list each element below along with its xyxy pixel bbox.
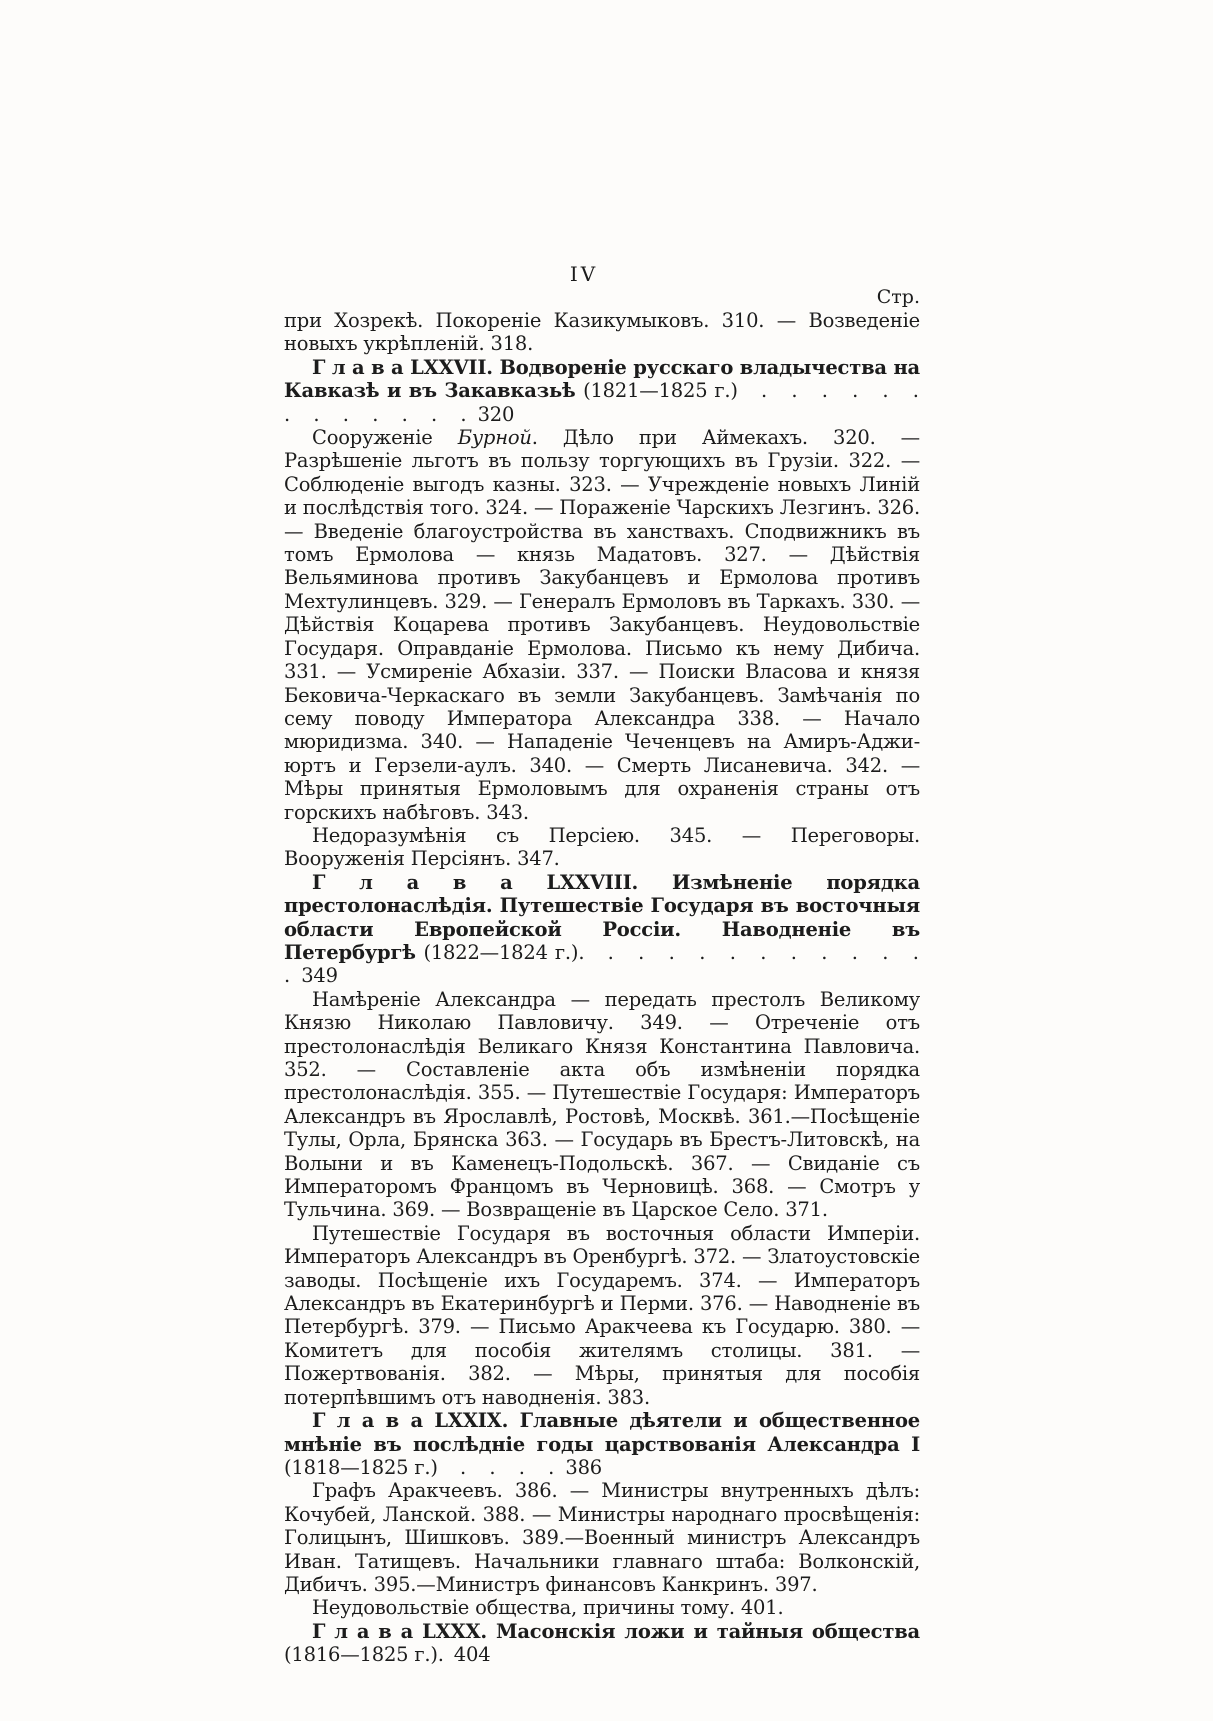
toc-text-run: Намѣреніе Александра — передать престолъ Великому Князю Николаю Павловичу. 349. — Отреченіе отъ престолонаслѣдія Великаго Князя Константина Павловича. 352. — Составленіе акта объ измѣненіи порядка престолонаслѣдія. 355. — Путешествіе Государя: Императоръ Александръ въ Ярославлѣ, Ростовѣ, Москвѣ. 361.—Посѣщеніе Тулы, Орла, Брянска 363. — Государь въ Брестъ-Литовскѣ, на Волыни и въ Каменецъ-Подольскѣ. 367. — Свиданіе съ Императоромъ Францомъ въ Черновицѣ. 368. — Смотръ у Тульчина. 369. — Возвращеніе въ Царское Село. 371. (284, 987, 920, 1222)
toc-text-run: Г л а в а LXXVIII. Измѣненіе порядка престолонаслѣдія. Путешествіе Государя въ восточныя области Европейской Россіи. Наводненіе въ Петербургѣ (284, 870, 920, 964)
toc-text-run: Г л а в а LXXVII. Водвореніе русскаго владычества на Кавказѣ и въ Закавказьѣ (284, 355, 920, 403)
toc-paragraph (284, 426, 920, 824)
page-number: 320 (477, 402, 515, 426)
toc-text-run: Г л а в а LXXX. Масонскія ложи и тайныя общества (312, 1619, 920, 1643)
toc-text-run: (1822—1824 г.). (423, 940, 585, 964)
toc-text-run: Сооруженіе (312, 426, 458, 450)
toc-text-run: Неудовольствіе общества, причины тому. 401. (312, 1596, 784, 1620)
page-number: 386 (565, 1455, 602, 1479)
toc-paragraph (284, 309, 920, 356)
toc-text-run: Недоразумѣнія съ Персіею. 345. — Переговоры. Вооруженія Персіянъ. 347. (284, 823, 920, 871)
page-number: 404 (453, 1643, 491, 1667)
toc-text-run: (1821—1825 г.) (583, 379, 738, 403)
folio-page-number: IV (569, 262, 599, 286)
toc-chapter-entry (284, 871, 920, 988)
toc-text-run: Бурной (457, 426, 532, 450)
toc-text-run: Г л а в а LXXIX. Главные дѣятели и общественное мнѣніе въ послѣдніе годы царствованія Александра I (284, 1409, 920, 1456)
dot-leader: . . . . (437, 1455, 556, 1479)
toc-text-run: . Дѣло при Аймекахъ. 320. — Разрѣшеніе льготъ въ пользу торгующихъ въ Грузіи. 322. — Соблюденіе выгодъ казны. 323. — Учрежденіе новыхъ Линій и послѣдствія того. 324. — Пораженіе Чарскихъ Лезгинъ. 326. — Введеніе благоустройства въ ханствахъ. Сподвижникъ въ томъ Ермолова — князь Мадатовъ. 327. — Дѣйствія Вельяминова противъ Закубанцевъ и Ермолова противъ Мехтулинцевъ. 329. — Генералъ Ермоловъ въ Таркахъ. 330. — Дѣйствія Коцарева противъ Закубанцевъ. Неудовольствіе Государя. Оправданіе Ермолова. Письмо къ нему Дибича. 331. — Усмиреніе Абхазіи. 337. — Поиски Власова и князя Бековича-Черкаскаго въ земли Закубанцевъ. Замѣчанія по сему поводу Императора Александра 338. — Начало мюридизма. 340. — Нападеніе Чеченцевъ на Амиръ-Аджи-юртъ и Герзели-аулъ. 340. — Смерть Лисаневича. 342. — Мѣры принятыя Ермоловымъ для охраненія страны отъ горскихъ набѣговъ. 343. (284, 426, 920, 824)
toc-paragraph (284, 1596, 920, 1619)
dot-leader: . . . . . . . . . . . . (284, 940, 920, 988)
toc-text-run: (1818—1825 г.) (284, 1455, 438, 1479)
page-number: 349 (301, 964, 338, 988)
toc-paragraph (284, 824, 920, 871)
toc-paragraph (284, 1479, 920, 1596)
toc-text-run: при Хозрекѣ. Покореніе Казикумыковъ. 310. — Возведеніе новыхъ укрѣпленій. 318. (284, 309, 920, 356)
toc-chapter-entry (284, 1409, 920, 1479)
page-column-label: Стр. (876, 286, 920, 308)
toc-chapter-entry (284, 356, 920, 426)
toc-text-run: Путешествіе Государя въ восточныя области Имперіи. Императоръ Александръ въ Оренбургѣ. 372. — Златоустовскіе заводы. Посѣщеніе ихъ Государемъ. 374. — Императоръ Александръ въ Екатеринбургѣ и Перми. 376. — Наводненіе въ Петербургѣ. 379. — Письмо Аракчеева къ Государю. 380. — Комитетъ для пособія жителямъ столицы. 381. — Пожертвованія. 382. — Мѣры, принятыя для пособія потерпѣвшимъ отъ наводненія. 383. (284, 1221, 921, 1409)
toc-text-run: Графъ Аракчеевъ. 386. — Министры внутренныхъ дѣлъ: Кочубей, Ланской. 388. — Министры народнаго просвѣщенія: Голицынъ, Шишковъ. 389.—Военный министръ Александръ Иван. Татищевъ. Начальники главнаго штаба: Волконскій, Дибичъ. 395.—Министръ финансовъ Канкринъ. 397. (284, 1479, 920, 1596)
toc-chapter-entry (284, 1620, 920, 1667)
toc (284, 309, 920, 1667)
toc-text-run: (1816—1825 г.). (284, 1643, 444, 1667)
toc-paragraph (284, 988, 920, 1222)
toc-paragraph (284, 1222, 920, 1409)
dot-leader: . . . . . . . . . . . . . (284, 379, 920, 426)
